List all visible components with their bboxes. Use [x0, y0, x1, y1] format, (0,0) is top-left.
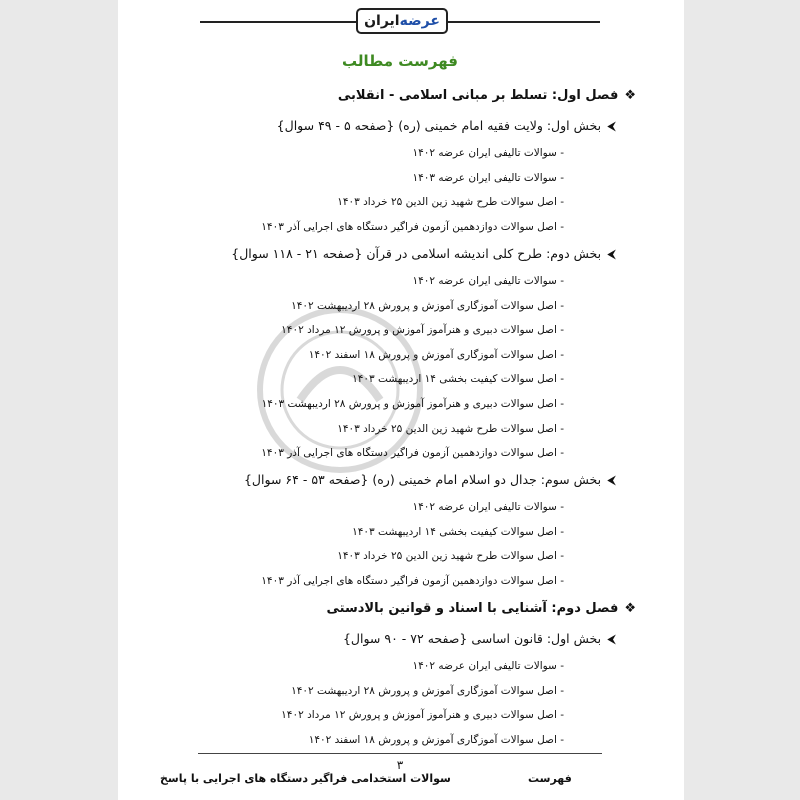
- list-item: [337, 550, 564, 562]
- list-item: [309, 734, 564, 746]
- list-item: [261, 575, 564, 587]
- list-item: [337, 423, 564, 435]
- arrow-bullet-icon: ⮜: [607, 472, 616, 488]
- list-item-text: - اصل سوالات دوازدهمین آزمون فراگیر دستگاه های اجرایی آذر ۱۴۰۳: [261, 220, 564, 233]
- section-heading-text: بخش دوم: طرح کلی اندیشه اسلامی در قرآن {صفحه ۲۱ - ۱۱۸ سوال}: [231, 245, 602, 261]
- list-item: [261, 447, 564, 459]
- list-item: [413, 147, 564, 159]
- arrow-bullet-icon: ⮜: [607, 118, 616, 133]
- footer-rule: [198, 753, 602, 754]
- list-item: [413, 501, 564, 513]
- chapter-heading: [326, 601, 636, 616]
- list-item: [352, 373, 564, 385]
- header-rule-right: [448, 21, 600, 23]
- list-item-text: - سوالات تالیفی ایران عرضه ۱۴۰۲: [412, 660, 564, 673]
- list-item: [413, 172, 564, 184]
- list-item-text: - اصل سوالات کیفیت بخشی ۱۴ اردیبهشت ۱۴۰۳: [352, 373, 564, 386]
- arrow-bullet-icon: ⮜: [607, 631, 616, 647]
- arrow-bullet-icon: ⮜: [607, 245, 616, 261]
- list-item-text: - سوالات تالیفی ایران عرضه ۱۴۰۲: [412, 274, 564, 287]
- list-item: [352, 526, 564, 538]
- header-rule-left: [200, 21, 356, 23]
- chapter-heading-text: فصل اول: تسلط بر مبانی اسلامی - انقلابی: [337, 88, 619, 103]
- logo-text-1: ایران: [364, 13, 400, 29]
- footer-section-label: فهرست: [528, 772, 572, 785]
- list-item-text: - اصل سوالات آموزگاری آموزش و پرورش ۲۸ اردیبهشت ۱۴۰۲: [291, 299, 564, 312]
- list-item: [291, 300, 564, 312]
- list-item: [413, 275, 564, 287]
- list-item-text: - اصل سوالات دوازدهمین آزمون فراگیر دستگاه های اجرایی آذر ۱۴۰۳: [261, 447, 564, 460]
- section-heading: [343, 631, 616, 647]
- page-number: ۳: [396, 758, 404, 772]
- list-item: [309, 349, 564, 361]
- brand-logo: [356, 8, 448, 34]
- footer-book-title: سوالات استخدامی فراگیر دستگاه های اجرایی با پاسخ: [160, 772, 451, 785]
- logo-text-2: عرضه: [399, 13, 440, 29]
- list-item-text: - اصل سوالات دبیری و هنرآموز آموزش و پرورش ۱۲ مرداد ۱۴۰۲: [281, 324, 564, 337]
- section-heading: [277, 118, 616, 134]
- list-item: [337, 196, 564, 208]
- list-item-text: - اصل سوالات دبیری و هنرآموز آموزش و پرورش ۱۲ مرداد ۱۴۰۲: [281, 709, 564, 722]
- toc-title: فهرست مطالب: [342, 52, 458, 70]
- diamond-bullet-icon: ❖: [624, 601, 636, 617]
- section-heading: [244, 472, 616, 488]
- list-item-text: - اصل سوالات آموزگاری آموزش و پرورش ۱۸ اسفند ۱۴۰۲: [308, 348, 564, 361]
- list-item-text: - سوالات تالیفی ایران عرضه ۱۴۰۳: [412, 171, 564, 184]
- list-item-text: - اصل سوالات آموزگاری آموزش و پرورش ۲۸ اردیبهشت ۱۴۰۲: [291, 684, 564, 697]
- list-item: [262, 398, 564, 410]
- section-heading-text: بخش سوم: جدال دو اسلام امام خمینی (ره) {صفحه ۵۳ - ۶۴ سوال}: [243, 472, 602, 488]
- chapter-heading: [338, 88, 636, 103]
- list-item: [413, 660, 564, 672]
- list-item-text: - اصل سوالات دوازدهمین آزمون فراگیر دستگاه های اجرایی آذر ۱۴۰۳: [261, 575, 564, 587]
- chapter-heading-text: فصل دوم: آشنایی با اسناد و قوانین بالادستی: [326, 601, 619, 617]
- section-heading-text: بخش اول: قانون اساسی {صفحه ۷۲ - ۹۰ سوال}: [342, 631, 602, 647]
- list-item-text: - اصل سوالات دبیری و هنرآموز آموزش و پرورش ۲۸ اردیبهشت ۱۴۰۳: [261, 397, 564, 410]
- list-item-text: - اصل سوالات آموزگاری آموزش و پرورش ۱۸ اسفند ۱۴۰۲: [308, 733, 564, 746]
- list-item-text: - سوالات تالیفی ایران عرضه ۱۴۰۲: [412, 501, 564, 514]
- diamond-bullet-icon: ❖: [624, 88, 636, 103]
- list-item-text: - اصل سوالات طرح شهید زین الدین ۲۵ خرداد ۱۴۰۳: [337, 422, 564, 435]
- section-heading-text: بخش اول: ولایت فقیه امام خمینی (ره) {صفحه ۵ - ۴۹ سوال}: [276, 118, 602, 133]
- list-item: [261, 221, 564, 233]
- list-item: [281, 709, 564, 721]
- section-heading: [231, 246, 616, 262]
- list-item-text: - سوالات تالیفی ایران عرضه ۱۴۰۲: [412, 147, 564, 159]
- list-item-text: - اصل سوالات کیفیت بخشی ۱۴ اردیبهشت ۱۴۰۳: [352, 525, 564, 538]
- list-item: [281, 324, 564, 336]
- list-item: [291, 685, 564, 697]
- list-item-text: - اصل سوالات طرح شهید زین الدین ۲۵ خرداد ۱۴۰۳: [337, 196, 564, 209]
- list-item-text: - اصل سوالات طرح شهید زین الدین ۲۵ خرداد ۱۴۰۳: [337, 550, 564, 563]
